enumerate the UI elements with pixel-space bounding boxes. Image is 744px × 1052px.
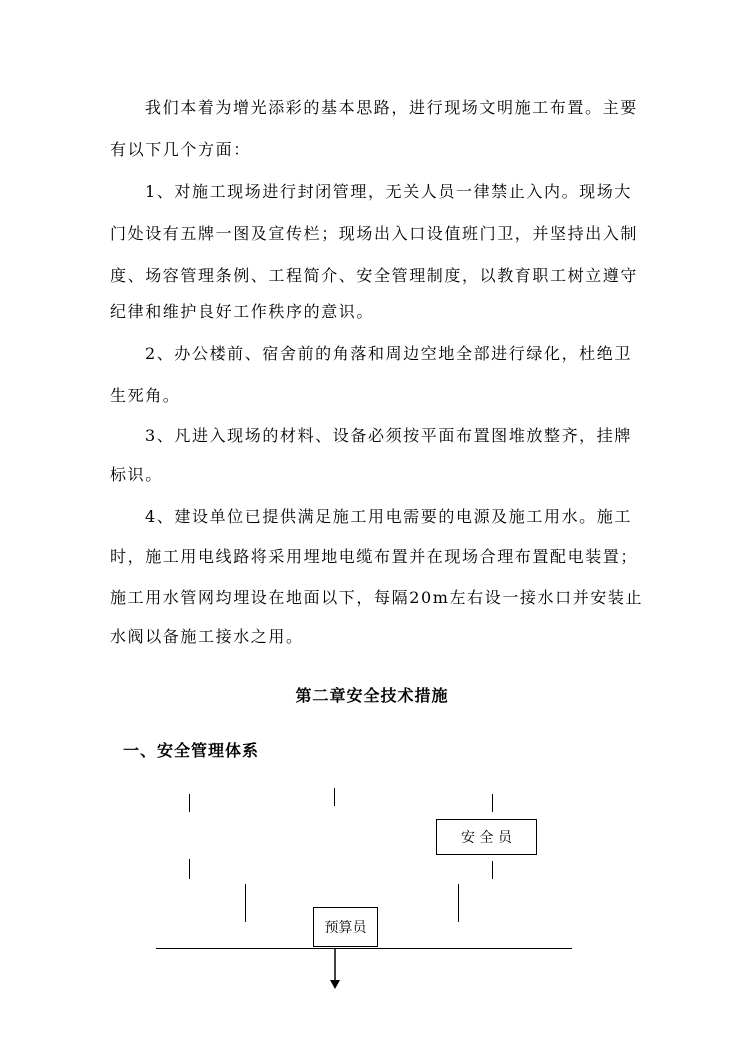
connector-line: [189, 859, 190, 879]
paragraph-4-line-2: 时，施工用电线路将采用埋地电缆布置并在现场合理布置配电装置；: [110, 547, 639, 566]
section-title: 一、安全管理体系: [123, 741, 260, 760]
paragraph-3-line-2: 标识。: [110, 465, 163, 484]
paragraph-4-line-3: 施工用水管网均埋设在地面以下，每隔20m左右设一接水口并安装止: [110, 588, 644, 607]
paragraph-2-line-2: 生死角。: [110, 386, 181, 405]
budget-officer-label: 预算员: [324, 920, 367, 936]
connector-line: [334, 788, 335, 806]
paragraph-4-line-4: 水阀以备施工接水之用。: [110, 627, 304, 646]
paragraph-intro-line-2: 有以下几个方面：: [110, 140, 251, 159]
connector-line: [245, 884, 246, 922]
paragraph-2-line-1: 2、办公楼前、宿舍前的角落和周边空地全部进行绿化，杜绝卫: [145, 344, 632, 363]
connector-line: [458, 884, 459, 922]
paragraph-3-line-1: 3、凡进入现场的材料、设备必须按平面布置图堆放整齐，挂牌: [145, 426, 632, 445]
paragraph-1-line-4: 纪律和维护良好工作秩序的意识。: [110, 302, 375, 321]
paragraph-1-line-3: 度、场容管理条例、工程简介、安全管理制度，以教育职工树立遵守: [110, 266, 639, 285]
down-arrow-icon: [328, 948, 342, 990]
paragraph-intro-line-1: 我们本着为增光添彩的基本思路，进行现场文明施工布置。主要: [145, 98, 638, 117]
connector-line: [492, 861, 493, 879]
paragraph-1-line-1: 1、对施工现场进行封闭管理，无关人员一律禁止入内。现场大: [145, 182, 632, 201]
safety-officer-label: 安 全 员: [461, 830, 512, 846]
chapter-title: 第二章安全技术措施: [295, 686, 449, 705]
paragraph-1-line-2: 门处设有五牌一图及宣传栏；现场出入口设值班门卫，并坚持出入制: [110, 224, 639, 243]
connector-line: [189, 794, 190, 812]
budget-officer-box: [313, 907, 378, 947]
horizontal-connector: [156, 948, 572, 949]
connector-line: [492, 794, 493, 812]
safety-officer-box: [436, 819, 537, 855]
paragraph-4-line-1: 4、建设单位已提供满足施工用电需要的电源及施工用水。施工: [145, 507, 632, 526]
